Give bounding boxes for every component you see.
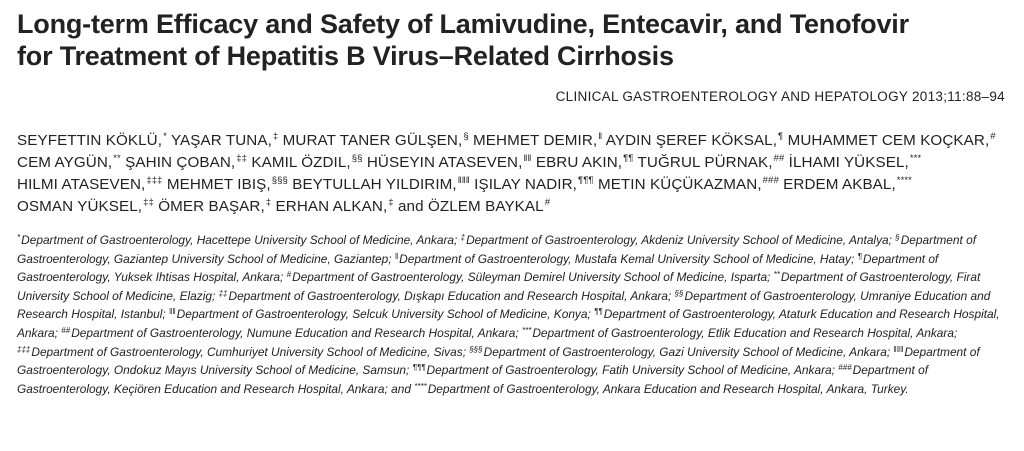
- affiliation-mark: **: [113, 153, 121, 164]
- author-name: [473, 132, 602, 149]
- affiliation-mark: §: [895, 233, 900, 242]
- author-name: [17, 154, 121, 171]
- author-name-text: İLHAMI YÜKSEL,: [788, 154, 909, 171]
- affiliation-mark: ¶: [857, 251, 862, 261]
- affiliation-mark: #: [544, 197, 551, 208]
- author-name: [251, 154, 362, 171]
- affiliation-mark: ****: [896, 175, 912, 186]
- author-name: [398, 198, 550, 215]
- affiliation-mark: ***: [521, 325, 532, 335]
- affiliation-mark: ‡‡: [236, 153, 248, 164]
- affiliation-text: Department of Gastroenterology, Firat University School of Medicine, Elazig;: [17, 270, 981, 303]
- affiliation-mark: ‖: [598, 131, 603, 142]
- affiliation-mark: ##: [773, 153, 785, 164]
- author-name: [283, 132, 469, 149]
- author-name-text: EBRU AKIN,: [535, 154, 623, 171]
- author-name-text: YAŞAR TUNA,: [170, 132, 272, 149]
- affiliation-mark: ‖‖: [523, 153, 532, 164]
- author-name: [783, 176, 912, 193]
- affiliation-text: Department of Gastroenterology, Etlik Education and Research Hospital, Ankara;: [532, 325, 958, 340]
- affiliation-text: Department of Gastroenterology, Gazi University School of Medicine, Ankara;: [483, 344, 894, 359]
- author-name-text: OSMAN YÜKSEL,: [17, 198, 143, 215]
- author-name: [474, 176, 593, 193]
- affiliation-text: Department of Gastroenterology, Akdeniz University School of Medicine, Antalya;: [466, 233, 896, 247]
- affiliation-mark: ‡‡: [143, 197, 154, 208]
- title-line-2: for Treatment of Hepatitis B Virus–Related Cirrhosis: [17, 41, 674, 71]
- affiliation-text: Department of Gastroenterology, Ankara Education and Research Hospital, Ankara, Turkey.: [427, 381, 909, 396]
- affiliation-text: Department of Gastroenterology, Umraniye Education and Research Hospital, Istanbul;: [17, 288, 991, 322]
- author-name-text: HÜSEYIN ATASEVEN,: [366, 154, 523, 171]
- author-name-text: MURAT TANER GÜLŞEN,: [282, 132, 463, 149]
- article-header: [17, 8, 1017, 398]
- author-name: [17, 176, 163, 193]
- journal-citation: CLINICAL GASTROENTEROLOGY AND HEPATOLOGY 2013;11:88–94: [555, 89, 1005, 104]
- affiliation-text: Department of Gastroenterology, Selcuk University School of Medicine, Konya;: [176, 307, 595, 322]
- affiliation-text: Department of Gastroenterology, Keçiören Education and Research Hospital, Ankara; and: [17, 363, 929, 396]
- affiliation-list: [17, 231, 1017, 398]
- author-name: [292, 176, 470, 193]
- author-name: [158, 198, 271, 215]
- affiliation-mark: ‖‖: [169, 307, 176, 317]
- author-list: [17, 130, 1017, 218]
- affiliation-mark: ***: [909, 153, 922, 164]
- author-name: [638, 154, 785, 171]
- author-name-text: BEYTULLAH YILDIRIM,: [292, 176, 457, 193]
- affiliation-mark: ‡: [265, 197, 272, 208]
- title-line-1: Long-term Efficacy and Safety of Lamivudine, Entecavir, and Tenofovir: [17, 9, 909, 39]
- author-name-text: SEYFETTIN KÖKLÜ,: [17, 132, 163, 149]
- affiliation-mark: ¶¶¶: [412, 363, 426, 373]
- author-name-text: CEM AYGÜN,: [17, 154, 113, 171]
- affiliation-mark: ‖‖‖: [457, 175, 470, 186]
- author-name: [276, 198, 394, 215]
- affiliation-text: Department of Gastroenterology, Cumhuriyet University School of Medicine, Sivas;: [31, 344, 470, 359]
- author-name: [789, 154, 922, 171]
- author-name: [598, 176, 779, 193]
- affiliation-mark: ‖: [394, 251, 399, 261]
- author-name-text: ŞAHIN ÇOBAN,: [125, 154, 236, 171]
- affiliation-text: Department of Gastroenterology, Süleyman Demirel University School of Medicine, Isparta;: [292, 270, 774, 285]
- affiliation-mark: §§: [674, 288, 684, 298]
- author-name-text: IŞILAY NADIR,: [474, 176, 578, 193]
- author-name: [171, 132, 278, 149]
- affiliation-mark: ¶¶: [623, 153, 634, 164]
- affiliation-text: Department of Gastroenterology, Ondokuz Mayıs University School of Medicine, Samsun;: [17, 344, 980, 378]
- author-name-text: METIN KÜÇÜKAZMAN,: [597, 176, 762, 193]
- author-name-text: AYDIN ŞEREF KÖKSAL,: [605, 132, 778, 149]
- affiliation-mark: ¶: [778, 131, 784, 142]
- affiliation-text: Department of Gastroenterology, Mustafa Kemal University School of Medicine, Hatay;: [399, 251, 858, 266]
- affiliation-mark: #: [286, 270, 292, 280]
- affiliation-text: Department of Gastroenterology, Fatih University School of Medicine, Ankara;: [426, 363, 839, 378]
- affiliation-mark: ¶¶¶: [578, 175, 594, 186]
- author-name: [167, 176, 288, 193]
- author-name: [788, 132, 996, 149]
- author-name-text: KAMIL ÖZDIL,: [251, 154, 351, 171]
- article-title: [17, 8, 1017, 72]
- affiliation-mark: §: [463, 131, 469, 142]
- author-name-text: and ÖZLEM BAYKAL: [398, 198, 544, 215]
- author-name: [606, 132, 783, 149]
- author-name-text: MEHMET IBIŞ,: [166, 176, 271, 193]
- affiliation-mark: ###: [838, 363, 852, 373]
- affiliation-mark: ‡: [272, 131, 279, 142]
- affiliation-mark: ****: [414, 381, 427, 391]
- affiliation-mark: §§§: [469, 344, 483, 354]
- affiliation-mark: **: [773, 270, 780, 280]
- affiliation-mark: ‡: [388, 197, 394, 208]
- author-name-text: ÖMER BAŞAR,: [158, 198, 265, 215]
- author-name-text: ERHAN ALKAN,: [275, 198, 388, 215]
- author-name-text: MEHMET DEMIR,: [473, 132, 598, 149]
- author-name: [367, 154, 532, 171]
- author-name-text: MUHAMMET CEM KOÇKAR,: [787, 132, 990, 149]
- affiliation-mark: ‡‡‡: [17, 344, 31, 354]
- affiliation-text: Department of Gastroenterology, Dışkapı Education and Research Hospital, Ankara;: [228, 288, 675, 303]
- affiliation-mark: §§: [351, 153, 363, 164]
- author-name-text: TUĞRUL PÜRNAK,: [637, 154, 773, 171]
- affiliation-mark: ##: [61, 325, 71, 335]
- affiliation-mark: §§§: [271, 175, 288, 186]
- author-name-text: HILMI ATASEVEN,: [17, 176, 146, 193]
- affiliation-mark: ‡‡‡: [146, 175, 163, 186]
- affiliation-mark: ‡: [460, 233, 466, 242]
- author-name-text: ERDEM AKBAL,: [783, 176, 896, 193]
- author-name: [125, 154, 247, 171]
- affiliation-mark: ¶¶: [594, 307, 603, 317]
- affiliation-mark: #: [990, 131, 996, 142]
- affiliation-mark: *: [163, 131, 167, 142]
- author-name: [17, 132, 167, 149]
- affiliation-mark: ‖‖‖: [893, 344, 904, 354]
- author-name: [17, 198, 154, 215]
- affiliation-mark: ###: [762, 175, 779, 186]
- affiliation-text: Department of Gastroenterology, Numune Education and Research Hospital, Ankara;: [71, 325, 522, 340]
- affiliation-mark: *: [17, 233, 21, 242]
- affiliation-mark: ‡‡: [218, 288, 228, 298]
- affiliation-text: Department of Gastroenterology, Hacettepe University School of Medicine, Ankara;: [21, 233, 461, 247]
- affiliation-text: Department of Gastroenterology, Yuksek Ihtisas Hospital, Ankara;: [17, 251, 939, 285]
- author-name: [536, 154, 634, 171]
- affiliation-text: Department of Gastroenterology, Gaziantep University School of Medicine, Gaziantep;: [17, 233, 977, 266]
- affiliation-text: Department of Gastroenterology, Ataturk Education and Research Hospital, Ankara;: [17, 307, 1000, 340]
